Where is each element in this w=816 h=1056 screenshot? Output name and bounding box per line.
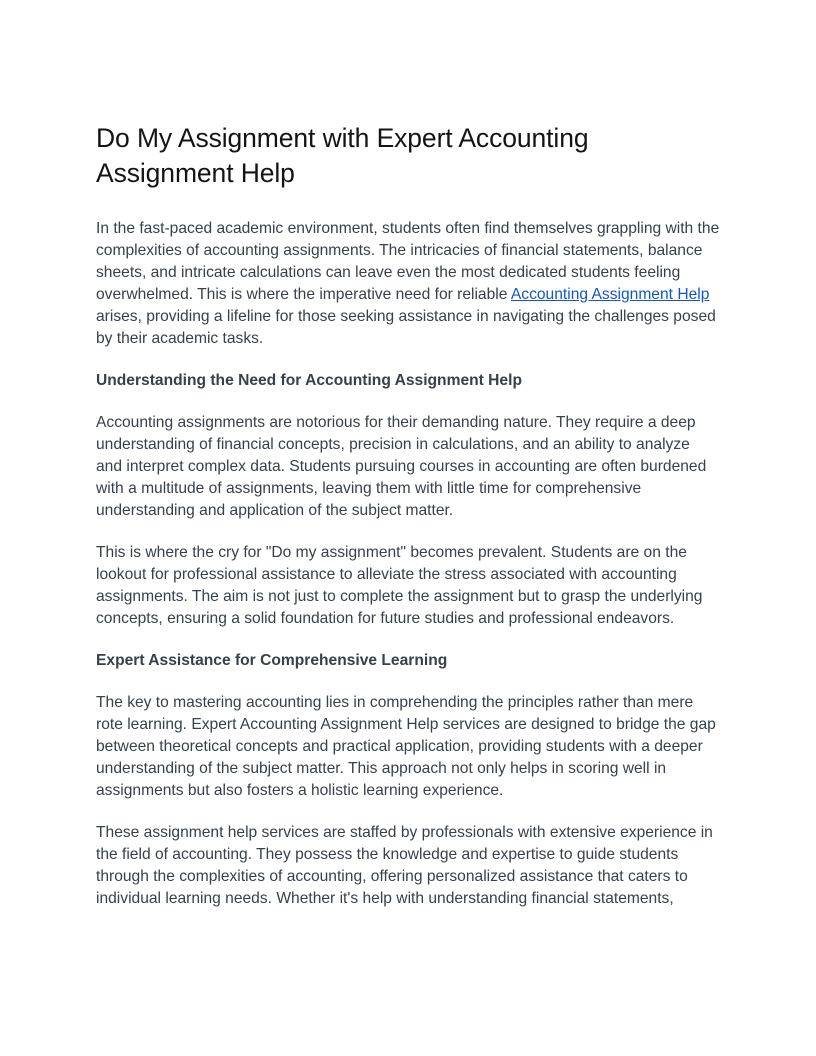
accounting-assignment-help-link[interactable]: Accounting Assignment Help [510, 286, 710, 303]
section-heading-expert-assistance: Expert Assistance for Comprehensive Learning [96, 652, 448, 669]
intro-paragraph [96, 218, 720, 350]
document-page [96, 121, 720, 910]
intro-text-before-link: In the fast-paced academic environment, students often find themselves grappling with the complexities of accounting assignments. The intricacies of financial statements, balance sheets, and intricate calculations can leave even the most dedicated students feeling overwhelmed. This is where the imperative need for reliable [96, 220, 720, 303]
section-heading-understanding-need: Understanding the Need for Accounting Assignment Help [96, 372, 522, 389]
section2-paragraph-1: The key to mastering accounting lies in comprehending the principles rather than mere rote learning. Expert Accounting Assignment Help services are designed to bridge the gap between theoretical concepts and practical application, providing students with a deeper understanding of the subject matter. This approach not only helps in scoring well in assignments but also fosters a holistic learning experience. [96, 694, 716, 799]
intro-text-after-link: arises, providing a lifeline for those seeking assistance in navigating the challenges posed by their academic tasks. [96, 308, 716, 347]
document-title: Do My Assignment with Expert Accounting Assignment Help [96, 123, 589, 188]
section2-paragraph-2: These assignment help services are staffed by professionals with extensive experience in the field of accounting. They possess the knowledge and expertise to guide students through the complexities of accounting, offering personalized assistance that caters to individual learning needs. Whether it's help with understanding financial statements, [96, 824, 713, 907]
section1-paragraph-1: Accounting assignments are notorious for their demanding nature. They require a deep understanding of financial concepts, precision in calculations, and an ability to analyze and interpret complex data. Students pursuing courses in accounting are often burdened with a multitude of assignments, leaving them with little time for comprehensive understanding and application of the subject matter. [96, 414, 707, 519]
section1-paragraph-2: This is where the cry for "Do my assignment" becomes prevalent. Students are on the lookout for professional assistance to alleviate the stress associated with accounting assignments. The aim is not just to complete the assignment but to grasp the underlying concepts, ensuring a solid foundation for future studies and professional endeavors. [96, 544, 703, 627]
